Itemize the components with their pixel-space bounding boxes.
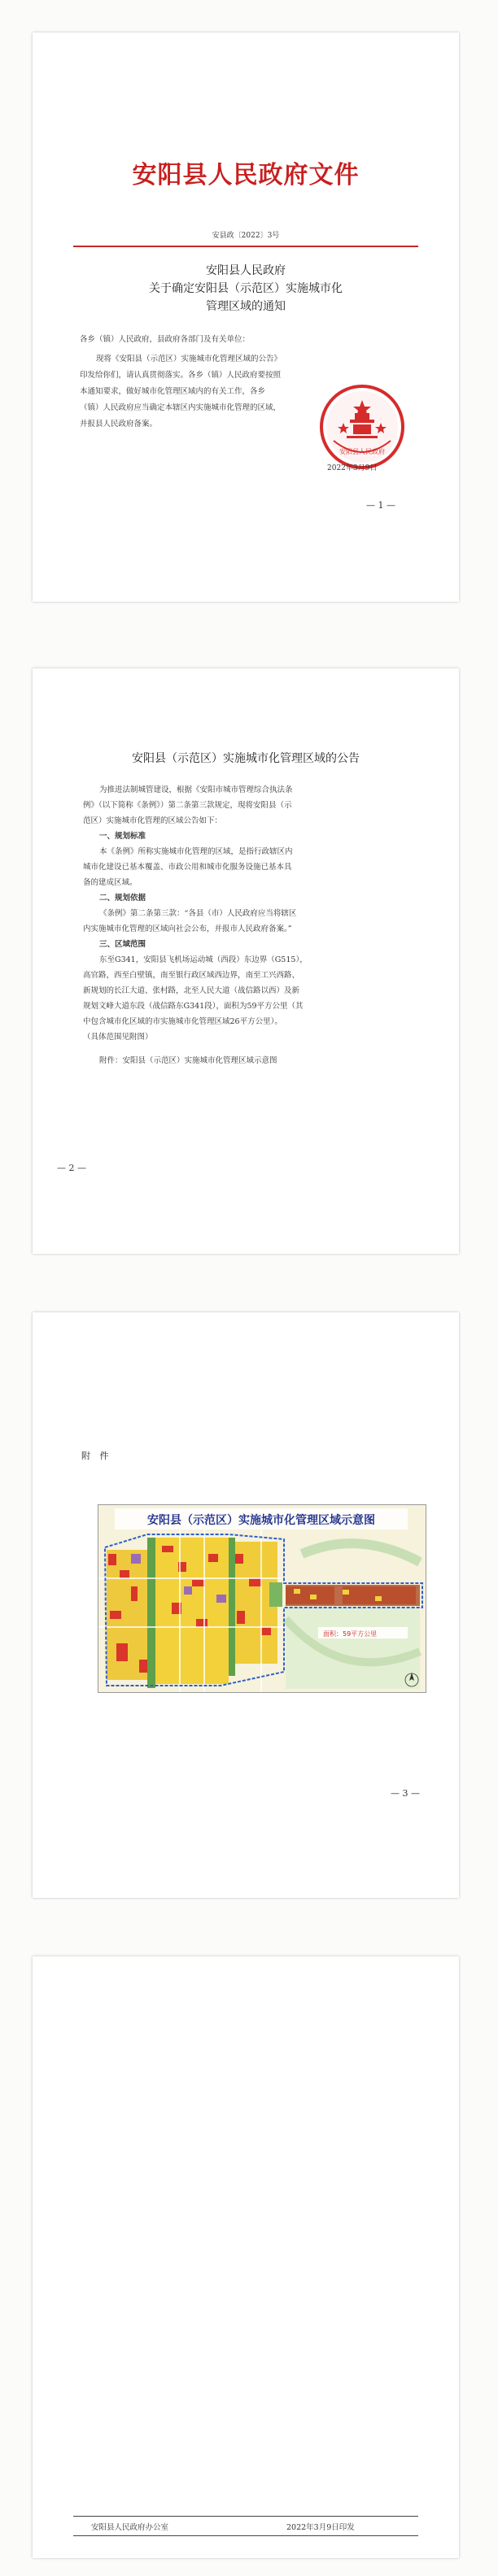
page-2 — [0, 644, 498, 1288]
section-2-heading: 二、规划依据 — [99, 894, 146, 903]
announcement-body — [83, 782, 417, 1068]
section-1-line-3: 备的建成区域。 — [83, 878, 138, 887]
body-line-3: 本通知要求，做好城市化管理区域内的有关工作，各乡 — [80, 387, 266, 396]
salutation: 各乡（镇）人民政府，县政府各部门及有关单位： — [80, 335, 251, 344]
attachment-line: 附件：安阳县（示范区）实施城市化管理区域示意图 — [99, 1056, 277, 1065]
section-2-line-1: 《条例》第二条第三款：“各县（市）人民政府应当将辖区 — [99, 909, 297, 918]
section-3-heading: 三、区域范围 — [99, 940, 146, 949]
official-seal — [319, 384, 405, 470]
issue-date: 2022年3月9日 — [327, 464, 378, 472]
section-2-line-2: 内实施城市化管理的区域向社会公布，并报市人民政府备案。” — [83, 925, 292, 933]
page-4 — [0, 1932, 498, 2576]
title-line-2: 关于确定安阳县（示范区）实施城市化 — [149, 282, 343, 295]
page-1 — [0, 0, 498, 644]
header-rule — [73, 246, 418, 247]
announcement-title: 安阳县（示范区）实施城市化管理区域的公告 — [132, 752, 360, 765]
section-1-line-2: 城市化建设已基本覆盖、市政公用和城市化服务设施已基本具 — [83, 863, 292, 872]
title-line-3: 管理区域的通知 — [206, 300, 286, 313]
title-line-1: 安阳县人民政府 — [206, 264, 286, 277]
intro-line-3: 范区）实施城市化管理的区域公告如下： — [83, 816, 223, 825]
page-number: — 1 — — [366, 500, 395, 511]
section-3-line-3: 新规划的长江大道、张村路，北至人民大道（战信路以西）及新 — [83, 986, 300, 995]
body-line-4: （镇）人民政府应当确定本辖区内实施城市化管理的区域， — [80, 403, 282, 412]
footer-rule-top — [73, 2516, 418, 2517]
body-line-2: 印发给你们，请认真贯彻落实。各乡（镇）人民政府要按照 — [80, 371, 282, 380]
intro-line-1: 为推进法制城管建设，根据《安阳市城市管理综合执法条 — [99, 785, 293, 794]
intro-line-2: 例》（以下简称《条例》）第二条第三款规定，現将安阳县（示 — [83, 801, 292, 810]
body-line-5: 并报县人民政府备案。 — [80, 420, 158, 429]
page-3 — [0, 1288, 498, 1932]
section-1-heading: 一、规划标准 — [99, 832, 146, 841]
page-2-sheet — [33, 668, 459, 1254]
page-number: — 3 — — [391, 1788, 420, 1799]
seal-text: 安阳县人民政府 — [339, 448, 385, 455]
print-date: 2022年3月9日印发 — [286, 2523, 355, 2532]
section-3-line-6: （具体范围见附图） — [83, 1033, 153, 1042]
section-3-line-4: 规划文峰大道东段（战信路东G341段），面积为59平方公里（其 — [83, 1002, 304, 1011]
body-line-1: 现将《安阳县（示范区）实施城市化管理区域的公告》 — [96, 355, 282, 363]
section-3-line-1: 东至G341，安阳县飞机场运动城（西段）东边界（G515）， — [99, 955, 308, 964]
section-1-line-1: 本《条例》所称实施城市化管理的区域，是指行政辖区内 — [99, 847, 293, 856]
map-drawing — [98, 1505, 426, 1692]
map-area-note: 面积：59平方公里 — [323, 1630, 378, 1638]
document-header: 安阳县人民政府文件 — [132, 161, 360, 189]
map-title: 安阳县（示范区）实施城市化管理区域示意图 — [147, 1514, 375, 1527]
issuing-office: 安阳县人民政府办公室 — [91, 2523, 169, 2532]
district-map — [98, 1504, 426, 1693]
document-number: 安县政〔2022〕3号 — [212, 232, 280, 240]
page-1-sheet — [33, 33, 459, 602]
notice-title — [33, 262, 459, 315]
section-3-line-2: 高官路，西至白壁镇，南至银行政区域西边界，南至工兴西路、 — [83, 971, 300, 980]
page-3-sheet — [33, 1312, 459, 1898]
section-3-line-5: 中包含城市化区域的市实施城市化管理区域26平方公里）。 — [83, 1017, 282, 1026]
page-number: — 2 — — [57, 1163, 86, 1173]
footer-rule-bottom — [73, 2535, 418, 2536]
page-4-sheet — [33, 1956, 459, 2558]
attachment-label: 附 件 — [81, 1451, 112, 1461]
